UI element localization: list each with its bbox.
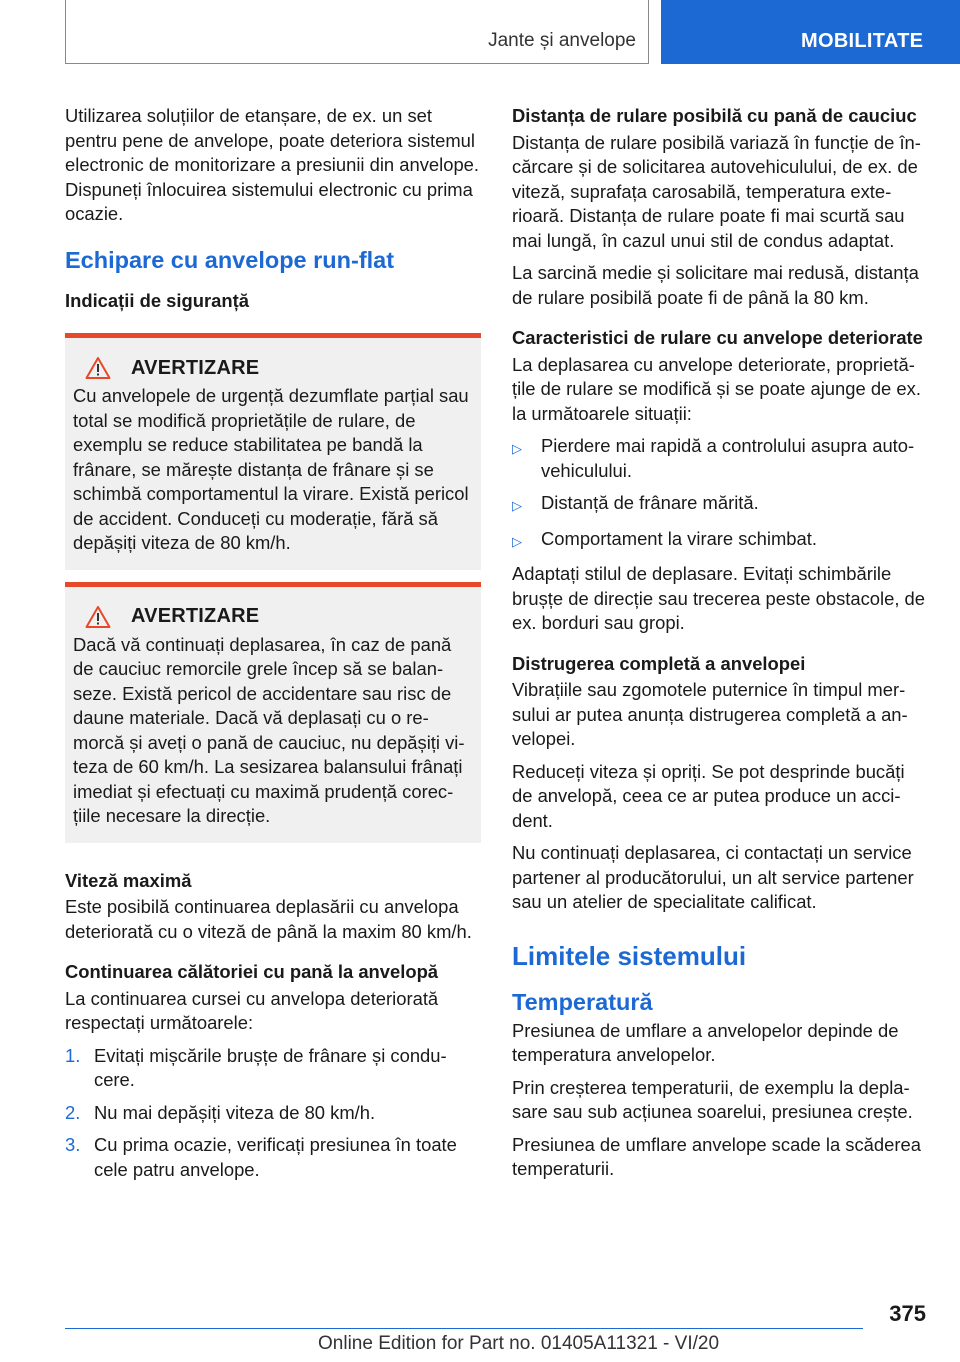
triangle-bullet-icon: ▷ — [512, 498, 522, 513]
safety-title: Indicații de siguranță — [65, 289, 249, 311]
warning-text-1: Cu anvelopele de urgență dezumflate parțial sau total se modifică proprietățile de rulare, de exemplu se reduce stabilitatea pe bandă la frânare, se mărește distanța de frânare și se schimbă comportamentul la virare. Există pericol de accident. Conduceți cu moderație, fără să depășiți viteza de 80 km/h. — [73, 385, 469, 553]
list-item — [512, 491, 928, 519]
right-column — [512, 104, 928, 1190]
destroy-text-2: Reduceți viteza și opriți. Se pot desprinde bucăți de anvelopă, ceea ce ar putea produce un accident. — [512, 760, 905, 831]
warning-text-2: Dacă vă continuați deplasarea, în caz de pană de cauciuc remorcile grele încep să se balanseze. Există pericol de accidentare sau risc de daune materiale. Dacă vă deplasați cu o remorcă și aveți o pană de cauciuc, nu depășiți viteza de 60 km/h. La sesizarea balansului frânați imediat și efectuați cu maximă prudență corecțiile necesare la direcție. — [73, 633, 465, 826]
triangle-bullet-icon: ▷ — [512, 441, 522, 456]
continue-title: Continuarea călătoriei cu pană la anvelopă — [65, 961, 439, 982]
section-title-runflat: Echipare cu anvelope run-flat — [65, 246, 395, 273]
temperature-text-1: Presiunea de umflare a anvelopelor depinde de temperatura anvelopelor. — [512, 1019, 899, 1065]
list-item — [65, 1133, 481, 1182]
continue-text: La continuarea cursei cu anvelopa deteriorată respectați următoarele: — [65, 987, 439, 1033]
list-number: 1. — [65, 1044, 81, 1066]
destroy-text-3: Nu continuați deplasarea, ci contactați un service partener al producătorului, un alt service partener sau un atelier de specialitate calificat. — [512, 842, 914, 912]
tab-mobilitate[interactable]: MOBILITATE — [661, 0, 960, 64]
steps-list — [65, 1044, 481, 1183]
header-title: Jante și anvelope — [488, 30, 636, 51]
list-item — [65, 1044, 481, 1093]
triangle-bullet-icon: ▷ — [512, 533, 522, 549]
list-text: Evitați mișcările brușțe de frânare și conducere. — [94, 1044, 447, 1090]
list-text: Nu mai depășiți viteza de 80 km/h. — [94, 1101, 376, 1123]
max-speed-title: Viteză maximă — [65, 869, 192, 891]
list-text: Cu prima ocazie, verificați presiunea în toate cele patru anvelope. — [94, 1134, 457, 1180]
distance-text-2: La sarcină medie și solicitare mai redusă, distanța de rulare posibilă poate fi de până la 80 km. — [512, 262, 919, 308]
warning-title-1: AVERTIZARE — [131, 356, 260, 379]
warning-box-1 — [65, 333, 481, 570]
characteristics-title: Caracteristici de rulare cu anvelope deteriorate — [512, 327, 923, 348]
warning-triangle-icon — [85, 605, 111, 629]
footer-edition: Online Edition for Part no. 01405A11321 - VI/20 — [318, 1333, 720, 1354]
temperature-text-2: Prin creșterea temperaturii, de exemplu la deplasare sau sub acțiunea soarelui, presiunea crește. — [512, 1076, 913, 1122]
warning-triangle-icon — [85, 356, 111, 380]
list-number: 3. — [65, 1134, 81, 1155]
destroy-title: Distrugerea completă a anvelopei — [512, 652, 806, 674]
characteristics-after: Adaptați stilul de deplasare. Evitați schimbările brușțe de direcție sau trecerea peste obstacole, de ex. borduri sau gropi. — [512, 563, 926, 633]
footer-divider — [65, 1328, 863, 1329]
page-number: 375 — [889, 1301, 926, 1326]
left-column — [65, 104, 481, 1190]
temperature-text-3: Presiunea de umflare anvelope scade la scăderea temperaturii. — [512, 1133, 921, 1179]
list-item — [65, 1101, 481, 1126]
distance-text-1: Distanța de rulare posibilă variază în funcție de încărcare și de solicitarea autovehiculului, de ex. de viteză, suprafața carosabilă, temperatura exterioară. Distanța de rulare poate fi mai scurtă sau mai lungă, în cazul unui stil de condus adaptat. — [512, 131, 921, 251]
destroy-text-1: Vibrațiile sau zgomotele puternice în timpul mersului ar putea anunța distrugerea completă a anvelopei. — [512, 679, 908, 749]
header-box — [65, 0, 649, 64]
list-text: Distanță de frânare mărită. — [541, 492, 759, 513]
warning-title-2: AVERTIZARE — [131, 605, 260, 627]
list-text: Comportament la virare schimbat. — [541, 527, 817, 549]
list-item — [512, 527, 928, 555]
warning-box-2 — [65, 582, 481, 843]
list-text: Pierdere mai rapidă a controlului asupra autovehiculului. — [541, 435, 915, 481]
distance-title: Distanța de rulare posibilă cu pană de cauciuc — [512, 105, 917, 126]
max-speed-text: Este posibilă continuarea deplasării cu anvelopa deteriorată cu o viteză de până la maxim 80 km/h. — [65, 896, 472, 942]
temperature-title: Temperatură — [512, 988, 653, 1015]
characteristics-text: La deplasarea cu anvelope deteriorate, proprietățile de rulare se modifică și se poate ajunge de ex. la următoarele situații: — [512, 353, 921, 424]
intro-paragraph: Utilizarea soluțiilor de etanșare, de ex. un set pentru pene de anvelope, poate deteriora sistemul electronic de monitorizare a presiunii din anvelope. Dispuneți înlocuirea sistemului electronic cu prima ocazie. — [65, 105, 480, 224]
list-item — [512, 434, 928, 483]
limits-title: Limitele sistemului — [512, 940, 747, 971]
list-number: 2. — [65, 1101, 81, 1123]
characteristics-list — [512, 434, 928, 554]
